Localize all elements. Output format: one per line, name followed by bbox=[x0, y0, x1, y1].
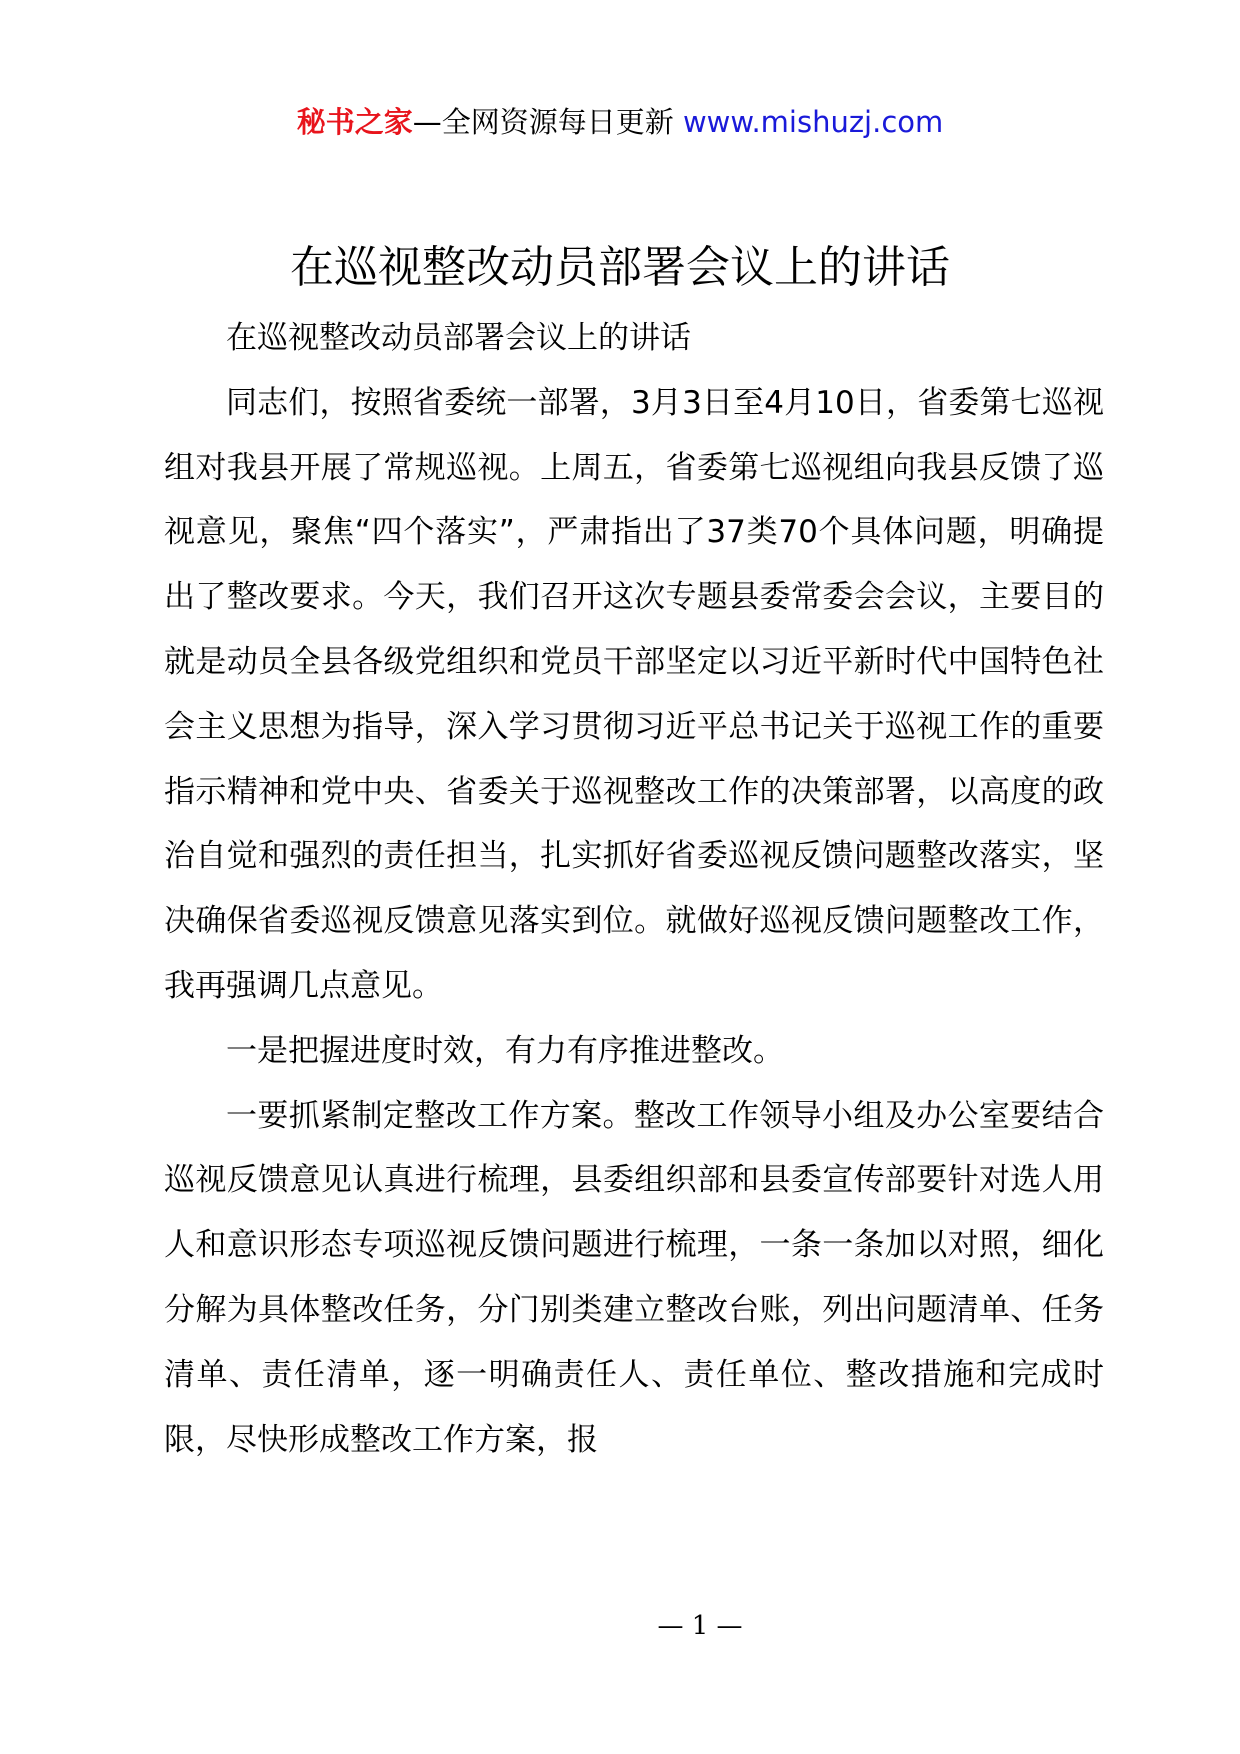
paragraph-opening: 同志们，按照省委统一部署，3月3日至4月10日，省委第七巡视组对我县开展了常规巡视。上周五，省委第七巡视组向我县反馈了巡视意见，聚焦“四个落实”，严肃指出了37类70个具体问题，明确提出了整改要求。今天，我们召开这次专题县委常委会会议，主要目的就是动员全县各级党组织和党员干部坚定以习近平新时代中国特色社会主义思想为指导，深入学习贯彻习近平总书记关于巡视工作的重要指示精神和党中央、省委关于巡视整改工作的决策部署，以高度的政治自觉和强烈的责任担当，扎实抓好省委巡视反馈问题整改落实，坚决确保省委巡视反馈意见落实到位。就做好巡视反馈问题整改工作，我再强调几点意见。 bbox=[164, 384, 1104, 1004]
site-header bbox=[0, 102, 1240, 142]
paragraph-section-heading: 一是把握进度时效，有力有序推进整改。 bbox=[226, 1032, 784, 1069]
document-title: 在巡视整改动员部署会议上的讲话 bbox=[290, 242, 950, 293]
paragraph-item-one: 一要抓紧制定整改工作方案。整改工作领导小组及办公室要结合巡视反馈意见认真进行梳理，县委组织部和县委宣传部要针对选人用人和意识形态专项巡视反馈问题进行梳理，一条一条加以对照，细化分解为具体整改任务，分门别类建立整改台账，列出问题清单、任务清单、责任清单，逐一明确责任人、责任单位、整改措施和完成时限，尽快形成整改工作方案，报 bbox=[164, 1097, 1104, 1458]
site-brand: 秘书之家 bbox=[296, 105, 413, 139]
document-body bbox=[164, 306, 1104, 1472]
paragraph-subtitle: 在巡视整改动员部署会议上的讲话 bbox=[226, 320, 691, 356]
site-url-link[interactable]: www.mishuzj.com bbox=[682, 105, 944, 139]
site-tagline: —全网资源每日更新 bbox=[412, 105, 683, 139]
page-number: — 1 — bbox=[657, 1611, 743, 1641]
